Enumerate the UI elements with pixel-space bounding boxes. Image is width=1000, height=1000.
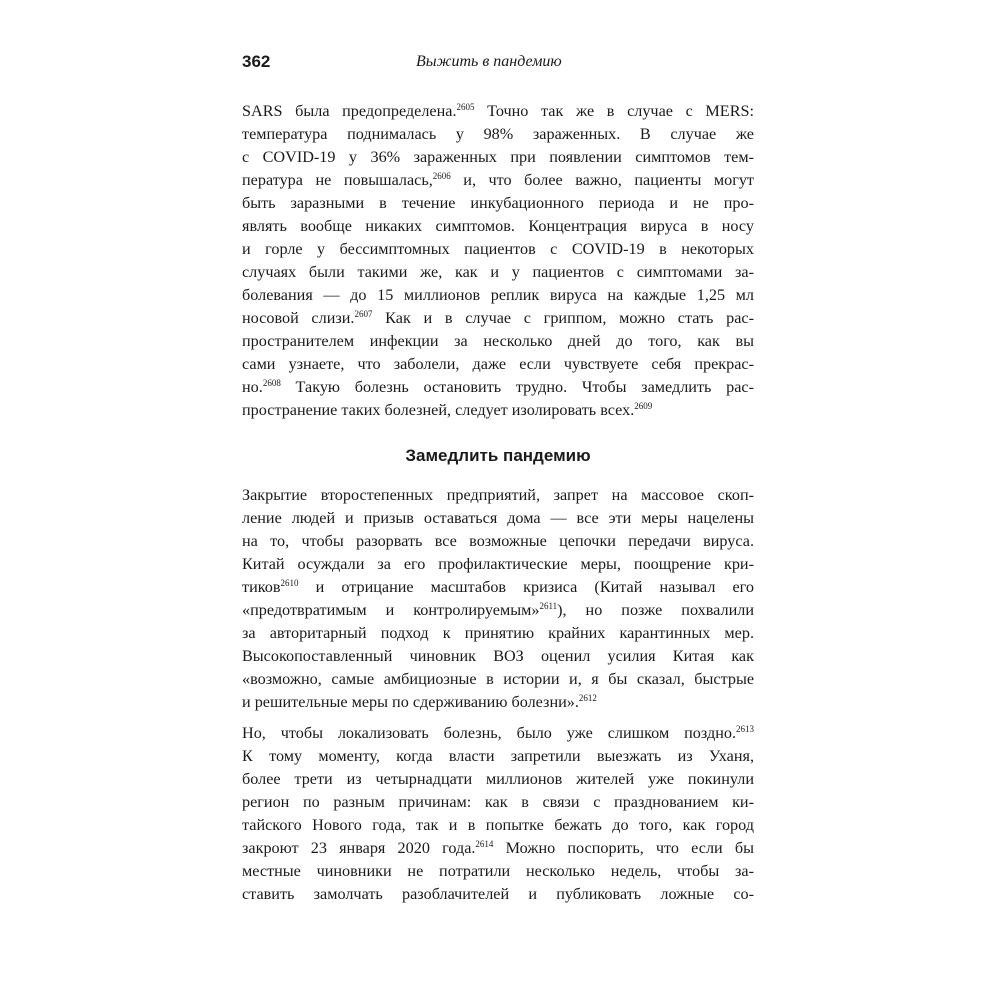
footnote-ref: 2608 — [262, 378, 281, 388]
text-line — [242, 883, 754, 906]
line-text: на то, чтобы разорвать все возможные цепочки передачи вируса. — [242, 532, 754, 550]
line-text: регион по разным причинам: как в связи с празднованием ки- — [242, 793, 754, 811]
line-text: более трети из четырнадцати миллионов жителей уже покинули — [242, 770, 754, 788]
page-header — [242, 50, 757, 76]
text-line — [242, 837, 754, 860]
text-line — [242, 123, 754, 146]
line-text: с COVID-19 у 36% зараженных при появлении симптомов тем- — [242, 148, 754, 166]
line-text: Такую болезнь остановить трудно. Чтобы замедлить рас- — [280, 378, 754, 396]
footnote-ref: 2613 — [736, 724, 754, 734]
line-text: ление людей и призыв оставаться дома — все эти меры нацелены — [242, 509, 754, 527]
text-line — [242, 484, 754, 507]
line-text: носовой слизи. — [242, 309, 355, 327]
line-text: SARS была предопределена. — [242, 102, 457, 120]
line-text: «предотвратимым и контролируемым» — [242, 601, 540, 619]
text-line — [242, 507, 754, 530]
line-text: Высокопоставленный чиновник ВОЗ оценил усилия Китая как — [242, 647, 754, 665]
line-text: за авторитарный подход к принятию крайних карантинных мер. — [242, 624, 754, 642]
text-line — [242, 376, 754, 399]
text-line — [242, 722, 754, 745]
text-line — [242, 100, 754, 123]
footnote-ref: 2611 — [539, 601, 558, 611]
text-line — [242, 169, 754, 192]
line-text: пература не повышалась, — [242, 171, 433, 189]
text-line — [242, 814, 754, 837]
line-text: и горле у бессимптомных пациентов с COVID-19 в некоторых — [242, 240, 754, 258]
footnote-ref: 2610 — [280, 578, 299, 588]
text-line — [242, 307, 754, 330]
text-line — [242, 768, 754, 791]
text-line — [242, 791, 754, 814]
line-text: случаях были такими же, как и у пациентов с симптомами за- — [242, 263, 754, 281]
text-line — [242, 576, 754, 599]
line-text: тайского Нового года, так и в попытке бежать до того, как город — [242, 816, 754, 834]
paragraph-1 — [242, 100, 754, 422]
body-text — [242, 100, 754, 906]
line-text: Но, чтобы локализовать болезнь, было уже слишком поздно. — [242, 724, 736, 742]
footnote-ref: 2607 — [354, 309, 373, 319]
line-text: пространение таких болезней, следует изолировать всех. — [242, 401, 635, 419]
text-line — [242, 399, 754, 422]
line-text: болевания — до 15 миллионов реплик вируса на каждые 1,25 мл — [242, 286, 754, 304]
line-text: К тому моменту, когда власти запретили выезжать из Уханя, — [242, 747, 754, 765]
line-text: Закрытие второстепенных предприятий, запрет на массовое скоп- — [242, 486, 754, 504]
line-text: Как и в случае с гриппом, можно стать рас- — [372, 309, 754, 327]
line-text: являть вообще никаких симптомов. Концентрация вируса в носу — [242, 217, 754, 235]
paragraph-3 — [242, 722, 754, 906]
line-text: тиков — [242, 578, 281, 596]
text-line — [242, 599, 754, 622]
text-line — [242, 553, 754, 576]
text-line — [242, 530, 754, 553]
text-line — [242, 353, 754, 376]
text-line — [242, 215, 754, 238]
running-title: Выжить в пандемию — [416, 53, 562, 70]
line-text: сами узнаете, что заболели, даже если чувствуете себя прекрас- — [242, 355, 754, 373]
page-number: 362 — [242, 52, 271, 71]
text-line — [242, 238, 754, 261]
text-line — [242, 192, 754, 215]
line-text: пространителем инфекции за несколько дней до того, как вы — [242, 332, 754, 350]
line-text: и решительные меры по сдерживанию болезни». — [242, 693, 579, 711]
footnote-ref: 2612 — [578, 693, 597, 703]
text-line — [242, 261, 754, 284]
line-text: «возможно, самые амбициозные в истории и, я бы сказал, быстрые — [242, 670, 754, 688]
line-text: Можно поспорить, что если бы — [493, 839, 754, 857]
line-text: местные чиновники не потратили несколько недель, чтобы за- — [242, 862, 754, 880]
line-text: Точно так же в случае с MERS: — [474, 102, 754, 120]
footnote-ref: 2614 — [475, 839, 494, 849]
text-line — [242, 745, 754, 768]
text-line — [242, 330, 754, 353]
footnote-ref: 2605 — [456, 102, 475, 112]
line-text: ), но позже похвалили — [557, 601, 754, 619]
text-line — [242, 668, 754, 691]
line-text: и отрицание масштабов кризиса (Китай называл его — [298, 578, 754, 596]
text-line — [242, 860, 754, 883]
line-text: и, что более важно, пациенты могут — [450, 171, 754, 189]
section-heading: Замедлить пандемию — [405, 446, 591, 465]
line-text: быть заразными в течение инкубационного периода и не про- — [242, 194, 754, 212]
footnote-ref: 2609 — [634, 401, 653, 411]
line-text: температура поднималась у 98% зараженных. В случае же — [242, 125, 754, 143]
text-line — [242, 146, 754, 169]
text-line — [242, 284, 754, 307]
paragraph-2 — [242, 484, 754, 714]
line-text: ставить замолчать разоблачителей и публиковать ложные со- — [242, 885, 754, 903]
footnote-ref: 2606 — [432, 171, 451, 181]
text-line — [242, 645, 754, 668]
line-text: Китай осуждали за его профилактические меры, поощрение кри- — [242, 555, 754, 573]
line-text: закроют 23 января 2020 года. — [242, 839, 476, 857]
line-text: но. — [242, 378, 263, 396]
text-line — [242, 622, 754, 645]
text-line — [242, 691, 754, 714]
